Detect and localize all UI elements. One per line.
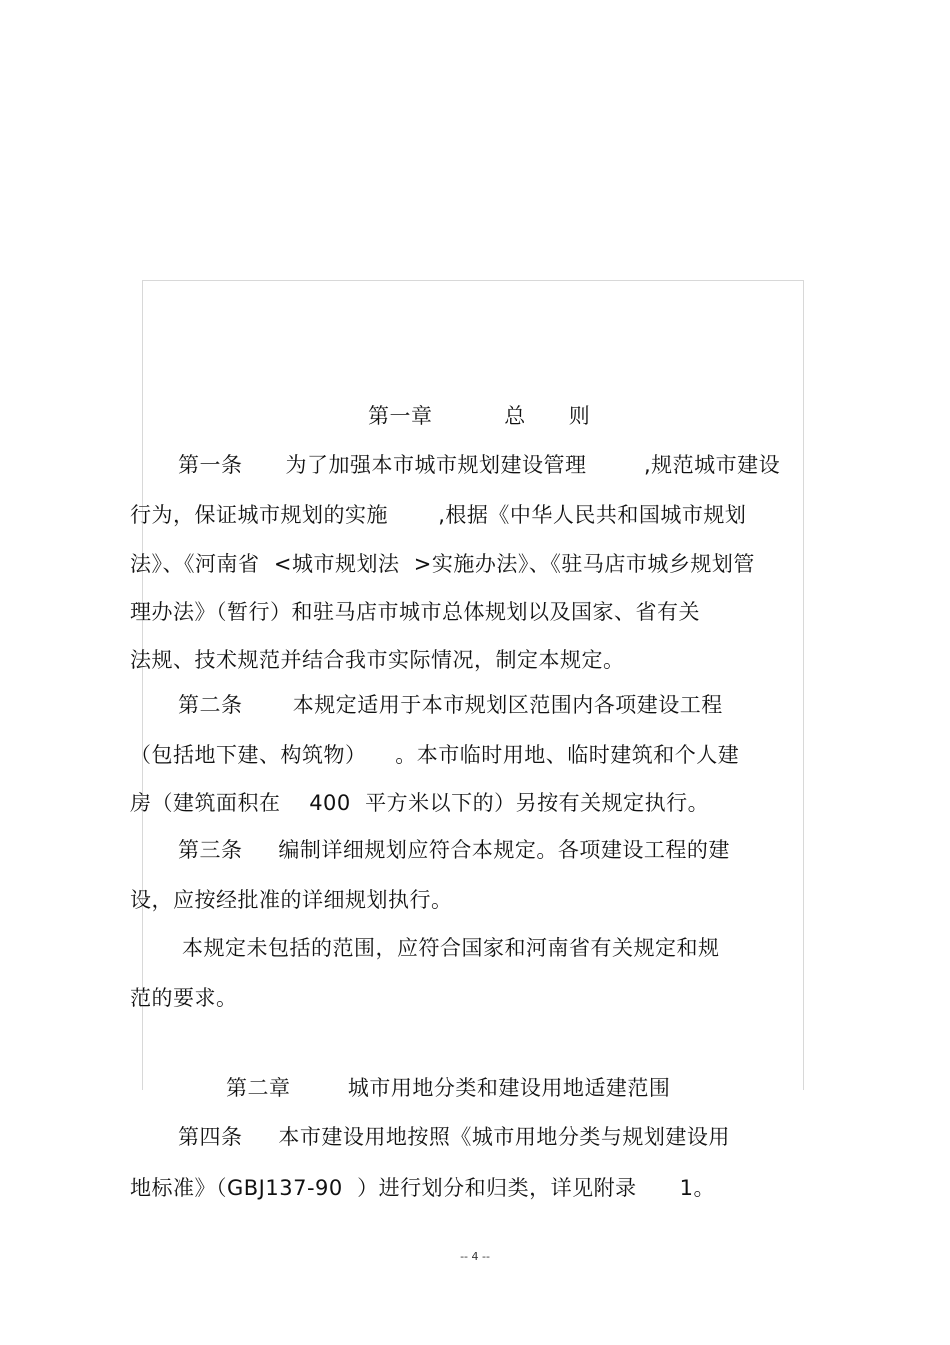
article-2-line-1: 第二条 本规定适用于本市规划区范围内各项建设工程 — [178, 693, 723, 717]
article-3-line-3: 本规定未包括的范围，应符合国家和河南省有关规定和规 — [182, 936, 720, 960]
article-1-line-5: 法规、技术规范并结合我市实际情况，制定本规定。 — [130, 648, 625, 672]
article-3-line-4: 范的要求。 — [130, 986, 238, 1010]
article-1-line-3: 法》、《河南省 <城市规划法 >实施办法》、《驻马店市城乡规划管 — [130, 552, 755, 576]
chapter-2-title: 第二章 城市用地分类和建设用地适建范围 — [226, 1076, 671, 1100]
article-1-line-4: 理办法》（暂行）和驻马店市城市总体规划以及国家、省有关 — [130, 600, 700, 624]
article-1-line-2: 行为，保证城市规划的实施 ,根据《中华人民共和国城市规划 — [130, 503, 747, 527]
article-3-line-2: 设，应按经批准的详细规划执行。 — [130, 888, 453, 912]
chapter-1-title: 第一章 总 则 — [368, 404, 591, 428]
article-4-line-1: 第四条 本市建设用地按照《城市用地分类与规划建设用 — [178, 1125, 730, 1149]
article-2-line-3: 房（建筑面积在 400 平方米以下的）另按有关规定执行。 — [130, 791, 710, 815]
article-2-line-2: （包括地下建、构筑物） 。本市临时用地、临时建筑和个人建 — [130, 743, 740, 767]
page-number: -- 4 -- — [460, 1250, 490, 1263]
article-4-line-2: 地标准》（GBJ137-90 ）进行划分和归类，详见附录 1。 — [130, 1176, 716, 1200]
article-3-line-1: 第三条 编制详细规划应符合本规定。各项建设工程的建 — [178, 838, 730, 862]
article-1-line-1: 第一条 为了加强本市城市规划建设管理 ,规范城市建设 — [178, 453, 781, 477]
